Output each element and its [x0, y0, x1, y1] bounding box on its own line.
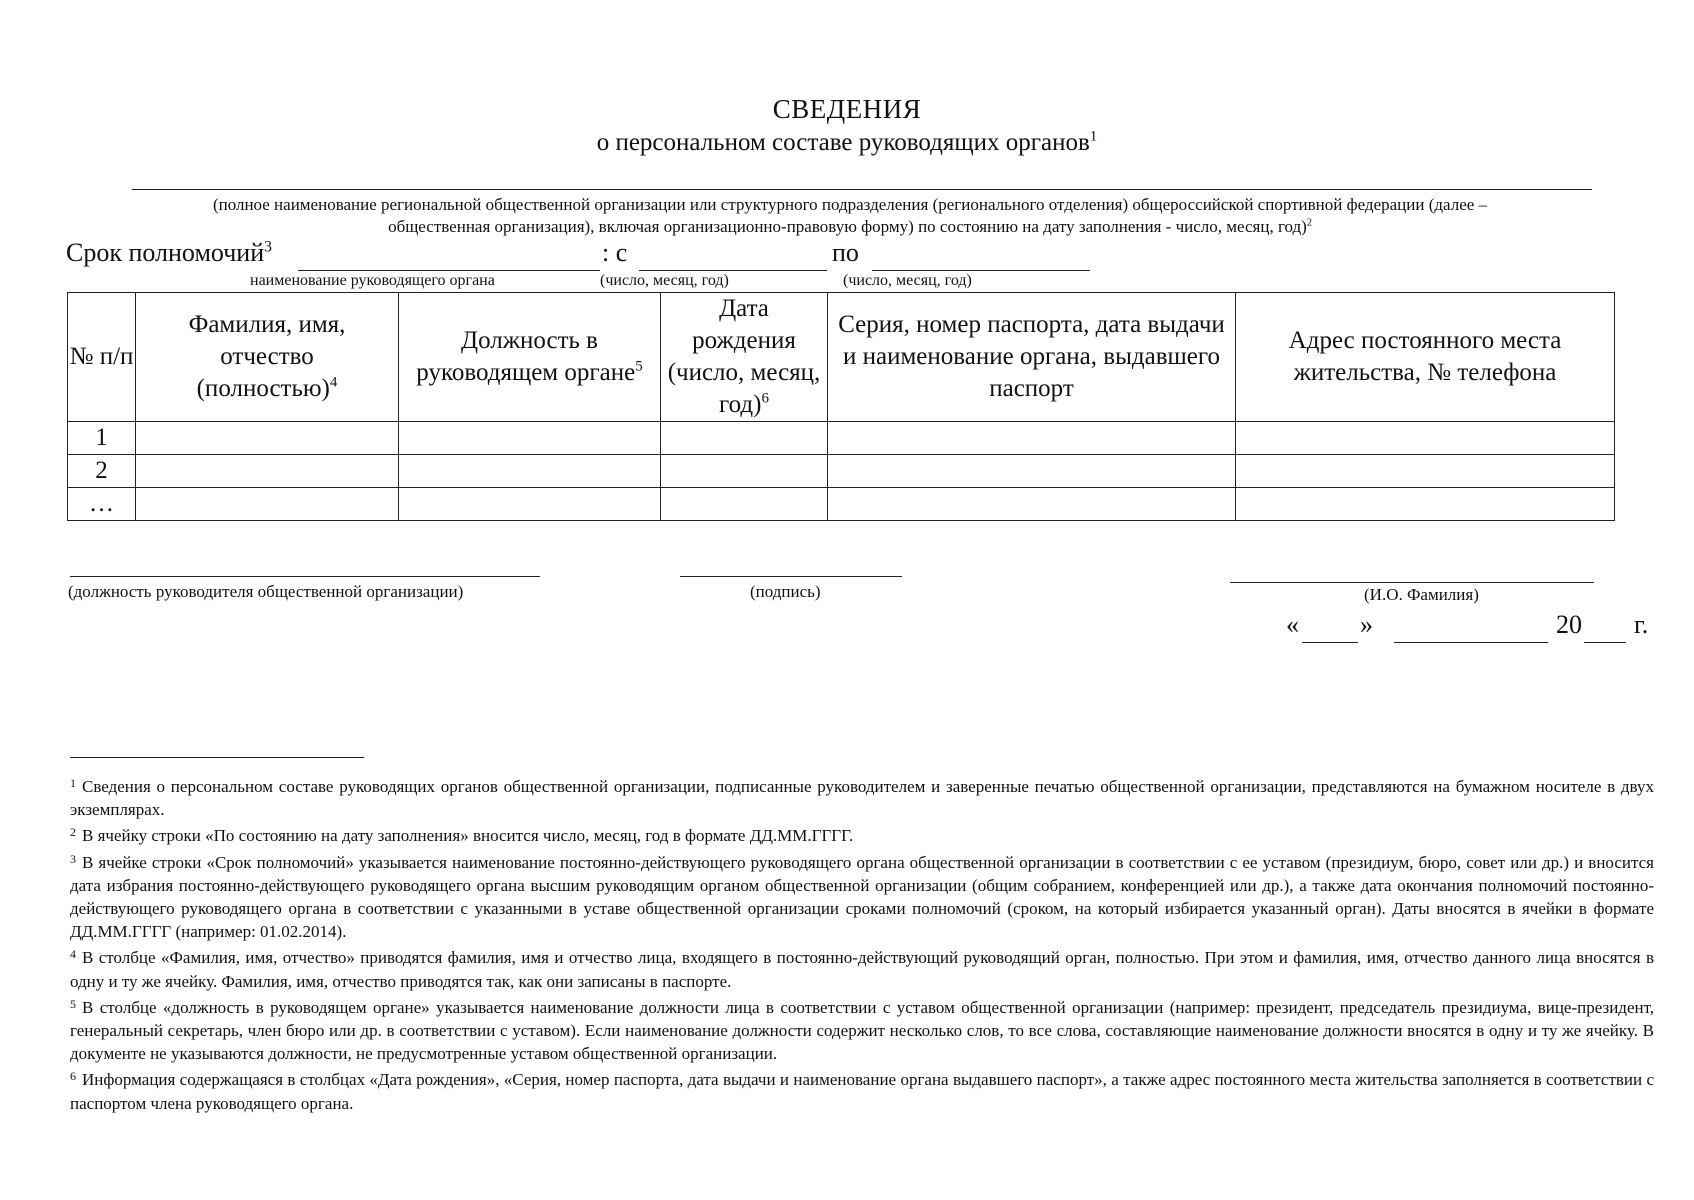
header-number	[68, 293, 136, 422]
footnote-4	[70, 943, 1654, 992]
document-title	[0, 92, 1694, 160]
header-position	[399, 293, 661, 422]
footnote-number: 1	[70, 776, 76, 790]
footnote-number: 4	[70, 947, 76, 962]
cell-position[interactable]	[399, 422, 661, 455]
footnote-text: В столбце «Фамилия, имя, отчество» приводятся фамилия, имя и отчество лица, входящего в постоянно-действующий руководящий орган, полностью. При этом и фамилия, имя, отчество данного лица вносятся в одну и ту же ячейку. Фамилия, имя, отчество приводятся так, как они записаны в паспорте.	[70, 948, 1654, 991]
date-year-field[interactable]	[1584, 616, 1626, 643]
governing-body-field[interactable]	[298, 244, 600, 271]
footnote-separator	[70, 757, 364, 758]
footnote-text: В ячейке строки «Срок полномочий» указывается наименование постоянно-действующего руководящего органа общественной организации в соответствии с ее уставом (президиум, бюро, совет или др.) и вносится дата избрания постоянно-действующего руководящего органа высшим руководящим органом общественной организации (общим собранием, конференцией или др.), а также дата окончания полномочий постоянно-действующего руководящего органа в соответствии с указанными в уставе общественной организации сроками полномочий (сроком, на который избирается указанный орган). Даты вносятся в ячейки в формате ДД.ММ.ГГГГ (например: 01.02.2014).	[70, 852, 1654, 942]
cell-address[interactable]	[1236, 455, 1615, 488]
header-full-name-text: Фамилия, имя, отчество (полностью)	[188, 311, 346, 402]
to-date-caption: (число, месяц, год)	[843, 272, 972, 289]
row-number: 1	[68, 422, 136, 455]
header-birth-date-text: Дата рождения (число, месяц, год)	[667, 295, 821, 418]
title-main: СВЕДЕНИЯ	[772, 94, 922, 124]
cell-full-name[interactable]	[136, 488, 399, 521]
header-passport	[828, 293, 1236, 422]
footnote-ref-1: 1	[1089, 128, 1098, 145]
footnote-1	[70, 772, 1654, 821]
cell-full-name[interactable]	[136, 422, 399, 455]
row-number: …	[68, 488, 136, 521]
footnote-6	[70, 1065, 1654, 1114]
term-from-date-field[interactable]	[639, 244, 827, 271]
date-year-prefix: 20	[1556, 610, 1582, 639]
cell-birth-date[interactable]	[661, 422, 828, 455]
footnote-text: Сведения о персональном составе руководящих органов общественной организации, подписанные руководителем и заверенные печатью общественной организации, представляются на бумажном носителе в двух экземплярах.	[70, 777, 1654, 820]
footnote-text: В ячейку строки «По состоянию на дату заполнения» вносится число, месяц, год в формате ДД.ММ.ГГГГ.	[82, 826, 854, 846]
footnote-5	[70, 993, 1654, 1066]
table-row	[68, 488, 1615, 521]
organization-caption-line1: (полное наименование региональной общественной организации или структурного подразделения (регионального отделения) общероссийской спортивной федерации (далее –	[212, 195, 1488, 214]
signature-caption: (подпись)	[750, 582, 821, 601]
footnote-ref-5: 5	[635, 358, 643, 375]
term-label	[66, 238, 272, 268]
date-open-quote: «	[1286, 610, 1299, 639]
table-row	[68, 422, 1615, 455]
title-subtitle	[0, 126, 1694, 160]
organization-name-caption	[90, 194, 1610, 238]
cell-passport[interactable]	[828, 422, 1236, 455]
cell-position[interactable]	[399, 455, 661, 488]
footnotes	[70, 772, 1654, 1115]
head-name-caption: (И.О. Фамилия)	[1364, 585, 1479, 604]
cell-address[interactable]	[1236, 422, 1615, 455]
footnote-number: 3	[70, 851, 76, 866]
footnote-number: 6	[70, 1069, 76, 1084]
footnote-number: 5	[70, 996, 76, 1011]
organization-caption-line2-text: общественная организация), включая организационно-правовую форму) по состоянию на дату заполнения - число, месяц, год)	[388, 217, 1307, 236]
header-birth-date	[661, 293, 828, 422]
cell-full-name[interactable]	[136, 455, 399, 488]
cell-passport[interactable]	[828, 455, 1236, 488]
table-row	[68, 455, 1615, 488]
cell-birth-date[interactable]	[661, 455, 828, 488]
head-position-field[interactable]	[70, 576, 540, 577]
footnote-number: 2	[70, 825, 76, 840]
cell-address[interactable]	[1236, 488, 1615, 521]
footnote-2	[70, 821, 1654, 847]
date-year-suffix: г.	[1634, 610, 1649, 639]
term-label-text: Срок полномочий	[66, 238, 265, 267]
from-date-caption: (число, месяц, год)	[600, 272, 729, 289]
header-address	[1236, 293, 1615, 422]
head-name-field[interactable]	[1230, 582, 1594, 583]
term-of-office-row	[66, 238, 1066, 272]
date-month-field[interactable]	[1394, 616, 1548, 643]
date-close-quote: »	[1360, 610, 1373, 639]
header-position-text: Должность в руководящем органе	[416, 327, 636, 386]
cell-position[interactable]	[399, 488, 661, 521]
term-to-date-field[interactable]	[872, 244, 1090, 271]
governing-body-caption: наименование руководящего органа	[250, 272, 495, 289]
date-day-field[interactable]	[1302, 616, 1358, 643]
organization-caption-line2	[90, 216, 1610, 238]
header-passport-text: Серия, номер паспорта, дата выдачи и наименование органа, выдавшего паспорт	[838, 311, 1225, 402]
title-subtitle-text: о персональном составе руководящих органов	[596, 129, 1090, 156]
header-full-name	[136, 293, 399, 422]
head-position-caption: (должность руководителя общественной организации)	[68, 582, 464, 601]
header-number-text: № п/п	[69, 343, 134, 370]
row-number: 2	[68, 455, 136, 488]
personnel-table	[67, 292, 1615, 521]
header-address-text: Адрес постоянного места жительства, № телефона	[1288, 327, 1562, 386]
term-from-label: : с	[602, 238, 628, 267]
cell-passport[interactable]	[828, 488, 1236, 521]
cell-birth-date[interactable]	[661, 488, 828, 521]
footnote-3	[70, 848, 1654, 944]
footnote-text: Информация содержащаяся в столбцах «Дата рождения», «Серия, номер паспорта, дата выдачи и наименование органа выдавшего паспорт», а также адрес постоянного места жительства заполняется в соответствии с паспортом члена руководящего органа.	[70, 1070, 1654, 1113]
date-row	[1286, 610, 1666, 644]
organization-name-field[interactable]	[132, 189, 1592, 190]
footnote-text: В столбце «должность в руководящем органе» указывается наименование должности лица в соответствии с уставом общественной организации (например: президент, председатель президиума, вице-президент, генеральный секретарь, член бюро или др. в соответствии с уставом). Если наименование должности содержит несколько слов, то все слова, составляющие наименование должности вносятся в одну и ту же ячейку. В документе не указываются должности, не предусмотренные уставом общественной организации.	[70, 997, 1654, 1064]
table-header-row	[68, 293, 1615, 422]
term-to-label: по	[832, 238, 859, 267]
footnote-ref-2: 2	[1306, 217, 1312, 229]
footnote-ref-4: 4	[329, 374, 338, 391]
footnote-ref-3: 3	[264, 238, 272, 256]
signature-field[interactable]	[680, 576, 902, 577]
footnote-ref-6: 6	[761, 390, 769, 407]
